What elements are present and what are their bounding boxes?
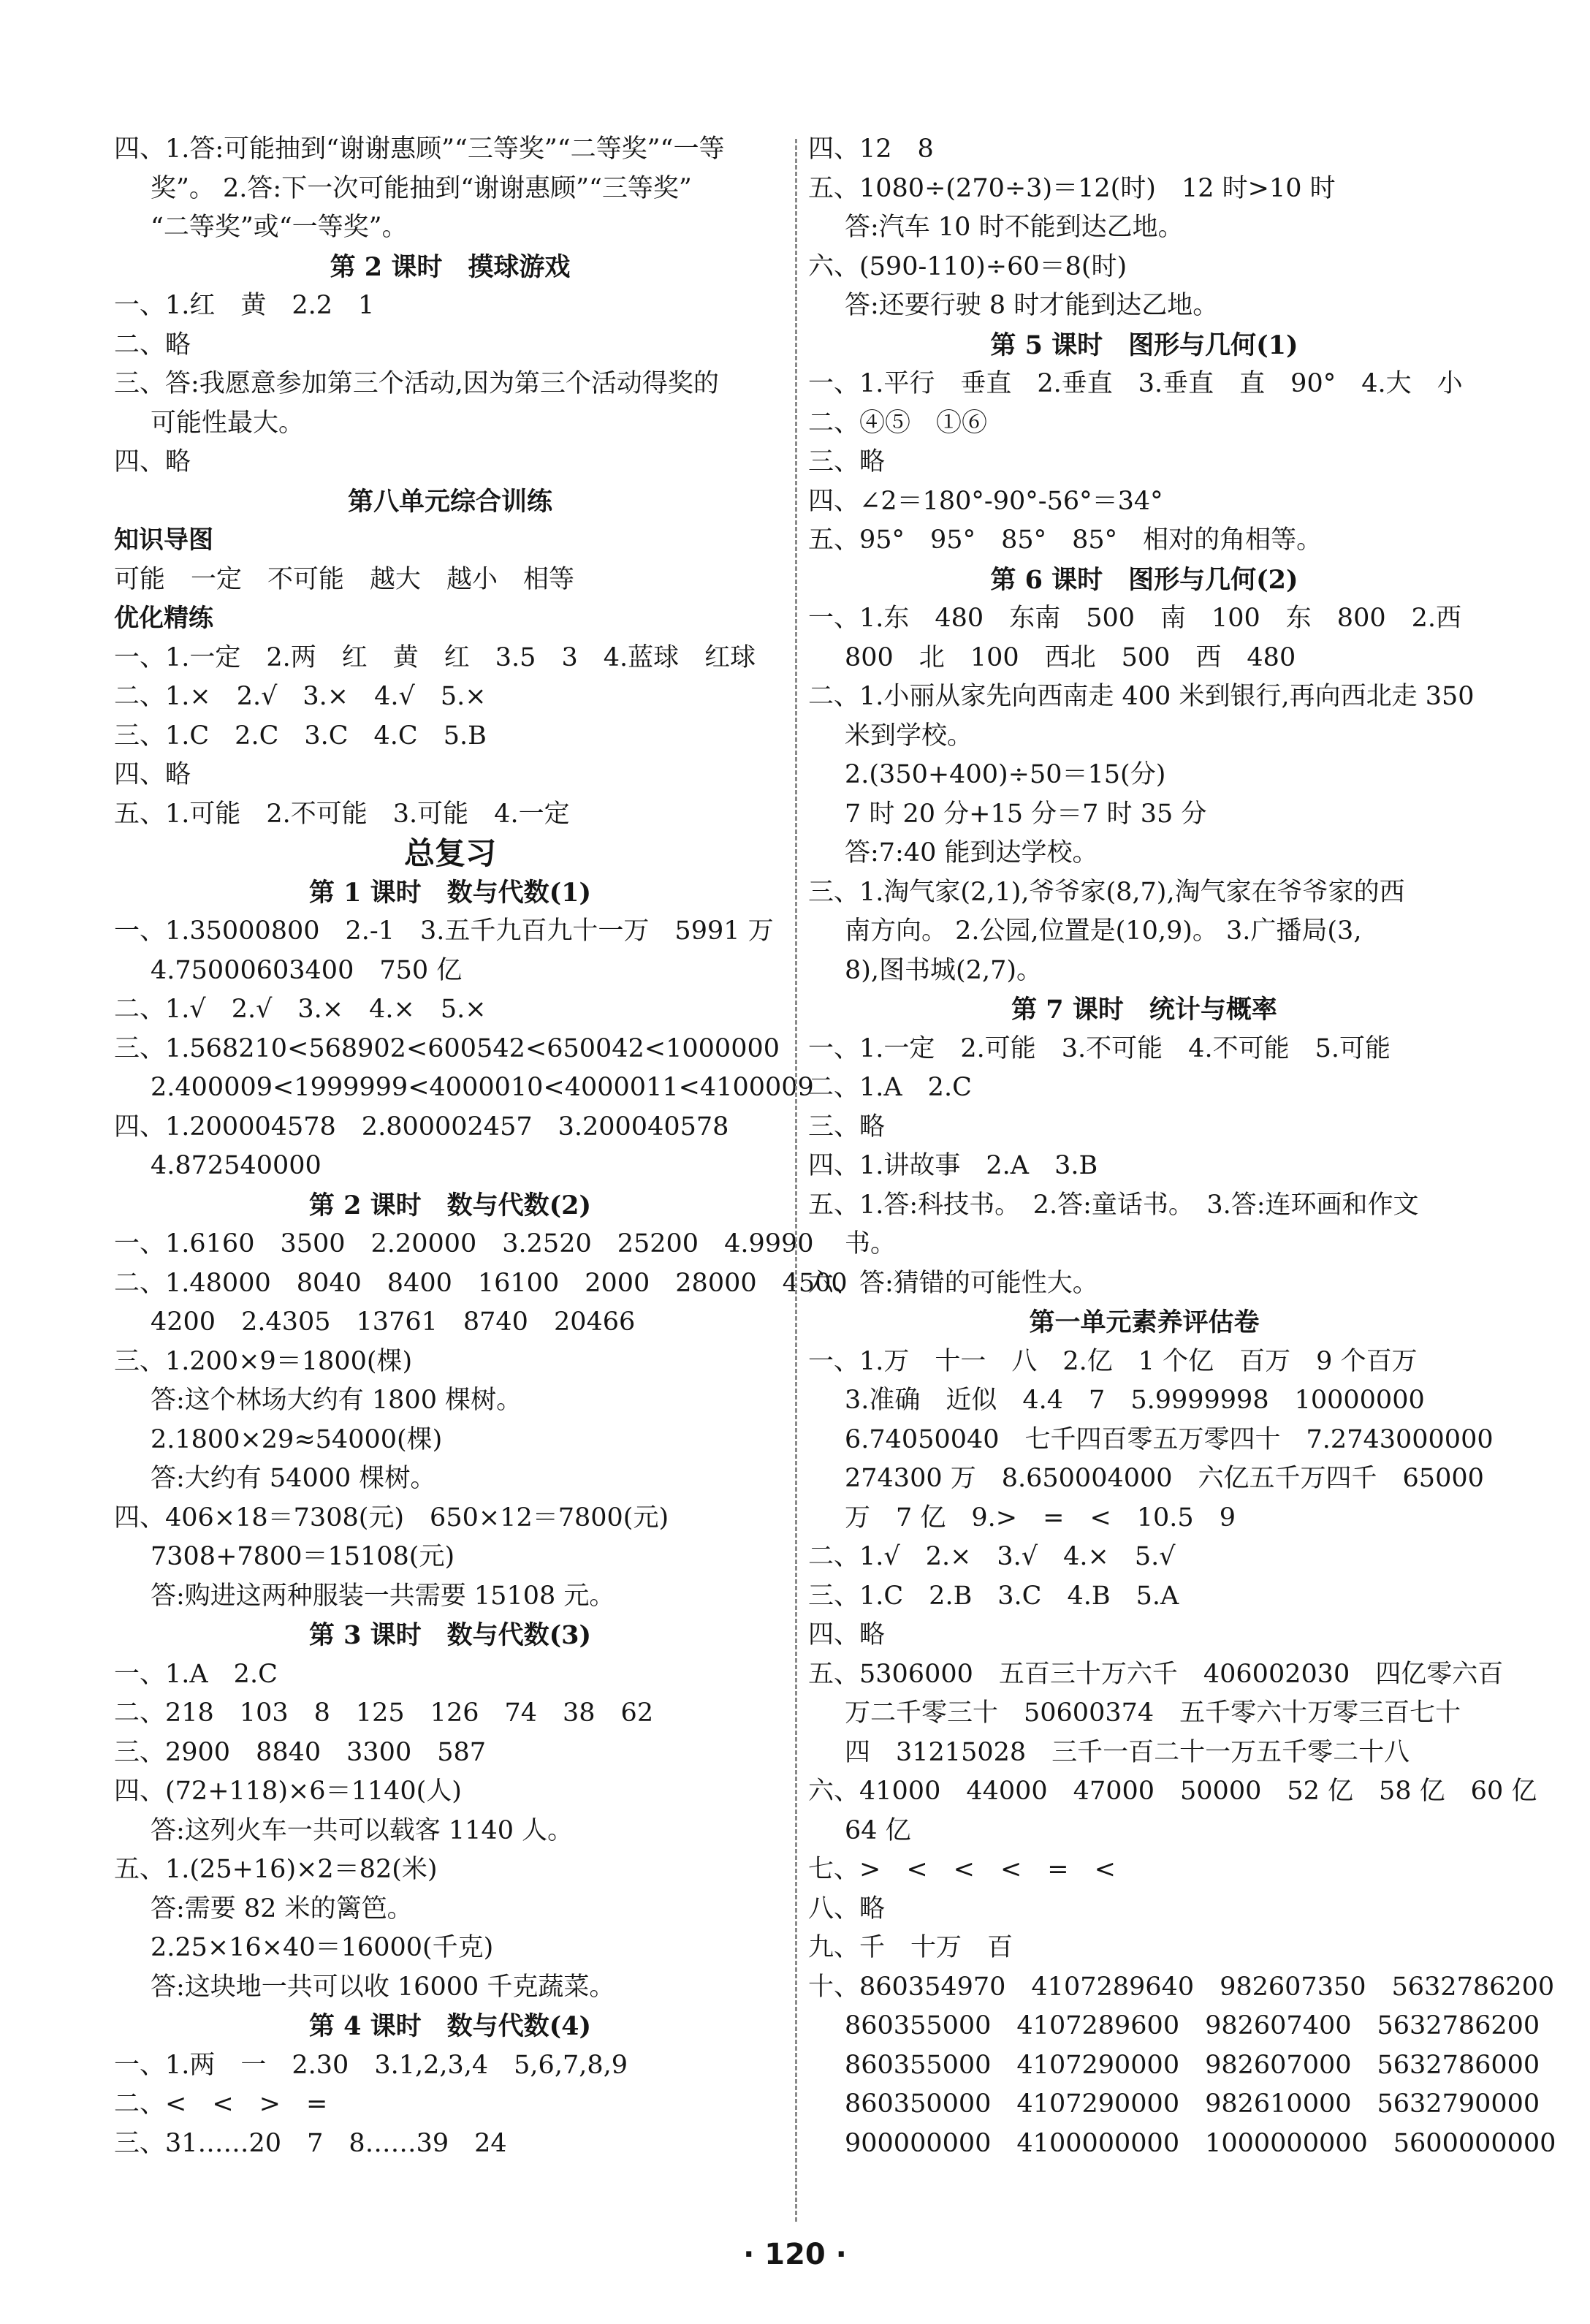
answer-line: 四、12 8: [808, 134, 934, 164]
section-heading: 第一单元素养评估卷: [1029, 1307, 1260, 1337]
answer-line: 五、5306000 五百三十万六千 406002030 四亿零六百: [808, 1659, 1504, 1689]
column-divider: [795, 139, 797, 2222]
answer-line: 800 北 100 西北 500 西 480: [845, 642, 1296, 672]
answer-line: 答:这个林场大约有 1800 棵树。: [151, 1386, 522, 1415]
answer-line: 三、1.200×9＝1800(棵): [114, 1346, 413, 1376]
answer-line: 五、95° 95° 85° 85° 相对的角相等。: [808, 525, 1323, 555]
answer-line: 答:购进这两种服装一共需要 15108 元。: [151, 1581, 615, 1611]
section-label: 知识导图: [114, 525, 213, 555]
answer-line: 一、1.A 2.C: [114, 1659, 278, 1689]
answer-line: 一、1.6160 3500 2.20000 3.2520 25200 4.9990: [114, 1229, 814, 1258]
answer-line: 四、略: [114, 447, 191, 476]
answer-line: 答:需要 82 米的篱笆。: [151, 1894, 413, 1924]
answer-line: 可能 一定 不可能 越大 越小 相等: [114, 564, 575, 594]
answer-line: 二、1.A 2.C: [808, 1073, 972, 1102]
answer-line: 一、1.一定 2.可能 3.不可能 4.不可能 5.可能: [808, 1033, 1391, 1063]
section-heading: 第 2 课时 数与代数(2): [308, 1190, 592, 1220]
answer-line: 一、1.两 一 2.30 3.1,2,3,4 5,6,7,8,9: [114, 2050, 628, 2080]
answer-line: 二、1.小丽从家先向西南走 400 米到银行,再向西北走 350: [808, 682, 1475, 711]
answer-line: 六、41000 44000 47000 50000 52 亿 58 亿 60 亿: [808, 1777, 1537, 1806]
answer-line: 三、略: [808, 1112, 886, 1142]
answer-line: 四、1.讲故事 2.A 3.B: [808, 1151, 1098, 1180]
answer-line: 二、略: [114, 330, 191, 360]
answer-line: 274300 万 8.650004000 六亿五千万四千 65000: [845, 1464, 1484, 1493]
answer-line: 七、> < < < = <: [808, 1855, 1116, 1884]
answer-line: 三、1.C 2.C 3.C 4.C 5.B: [114, 721, 487, 751]
answer-line: 860355000 4107289600 982607400 5632786200: [845, 2011, 1540, 2040]
answer-line: 答:7:40 能到达学校。: [845, 838, 1098, 867]
answer-line: 三、1.C 2.B 3.C 4.B 5.A: [808, 1581, 1179, 1611]
answer-line: 八、略: [808, 1894, 886, 1924]
answer-line: 三、31……20 7 8……39 24: [114, 2128, 507, 2158]
section-label: 优化精练: [114, 604, 213, 633]
answer-line: 4.75000603400 750 亿: [151, 955, 463, 985]
answer-line: 二、1.48000 8040 8400 16100 2000 28000 4500: [114, 1268, 848, 1298]
section-heading: 第 7 课时 统计与概率: [1011, 995, 1277, 1025]
answer-line: 六、(590-110)÷60＝8(时): [808, 251, 1127, 281]
answer-line: 二、1.√ 2.√ 3.× 4.× 5.×: [114, 995, 487, 1024]
answer-line: 二、1.× 2.√ 3.× 4.√ 5.×: [114, 682, 487, 711]
answer-line: 4.872540000: [151, 1151, 322, 1180]
answer-line: 一、1.东 480 东南 500 南 100 东 800 2.西: [808, 604, 1462, 633]
answer-line: 6.74050040 七千四百零五万零四十 7.2743000000: [845, 1424, 1494, 1454]
answer-line: 四、略: [808, 1620, 886, 1649]
answer-line: 五、1.可能 2.不可能 3.可能 4.一定: [114, 799, 570, 829]
answer-line: 3.准确 近似 4.4 7 5.9999998 10000000: [845, 1386, 1425, 1415]
page-number: · 120 ·: [743, 2238, 847, 2271]
answer-line: 答:这列火车一共可以载客 1140 人。: [151, 1815, 574, 1845]
section-heading: 第 5 课时 图形与几何(1): [990, 330, 1298, 360]
answer-line: 四、(72+118)×6＝1140(人): [114, 1777, 462, 1806]
answer-line: 一、1.万 十一 八 2.亿 1 个亿 百万 9 个百万: [808, 1346, 1418, 1376]
answer-line: 四、406×18＝7308(元) 650×12＝7800(元): [114, 1503, 669, 1533]
answer-line: 答:汽车 10 时不能到达乙地。: [845, 213, 1184, 242]
section-heading: 第 2 课时 摸球游戏: [330, 251, 571, 282]
answer-line: 860355000 4107290000 982607000 5632786000: [845, 2050, 1540, 2080]
answer-line: 四、1.答:可能抽到“谢谢惠顾”“三等奖”“二等奖”“一等: [114, 134, 725, 164]
answer-line: 答:大约有 54000 棵树。: [151, 1464, 436, 1493]
answer-line: 南方向。 2.公园,位置是(10,9)。 3.广播局(3,: [845, 916, 1362, 946]
answer-line: 一、1.一定 2.两 红 黄 红 3.5 3 4.蓝球 红球: [114, 642, 756, 672]
answer-column-right: [808, 130, 1556, 2163]
answer-line: 二、218 103 8 125 126 74 38 62: [114, 1698, 654, 1728]
answer-line: 二、④⑤ ①⑥: [808, 408, 988, 438]
answer-line: 九、千 十万 百: [808, 1933, 1013, 1962]
answer-line: 7 时 20 分+15 分＝7 时 35 分: [845, 799, 1207, 829]
answer-line: 4200 2.4305 13761 8740 20466: [151, 1307, 636, 1337]
answer-line: 答:这块地一共可以收 16000 千克蔬菜。: [151, 1972, 615, 2002]
answer-line: 三、1.淘气家(2,1),爷爷家(8,7),淘气家在爷爷家的西: [808, 877, 1405, 907]
section-heading: 总复习: [403, 835, 496, 871]
answer-line: 四、∠2＝180°-90°-56°＝34°: [808, 486, 1163, 516]
answer-line: 二、< < > =: [114, 2089, 328, 2119]
answer-line: 三、答:我愿意参加第三个活动,因为第三个活动得奖的: [114, 369, 719, 398]
answer-line: 五、1.(25+16)×2＝82(米): [114, 1855, 438, 1884]
section-heading: 第八单元综合训练: [347, 486, 552, 517]
answer-line: 书。: [845, 1229, 897, 1258]
answer-line: 2.1800×29≈54000(棵): [151, 1424, 443, 1454]
answer-line: 2.400009<1999999<4000010<4000011<4100009: [151, 1073, 814, 1102]
answer-line: 2.25×16×40＝16000(千克): [151, 1933, 494, 1962]
answer-line: 四、略: [114, 760, 191, 789]
answer-line: 8),图书城(2,7)。: [845, 955, 1043, 985]
answer-line: “二等奖”或“一等奖”。: [151, 213, 408, 242]
answer-line: 奖”。 2.答:下一次可能抽到“谢谢惠顾”“三等奖”: [151, 173, 692, 203]
answer-line: 2.(350+400)÷50＝15(分): [845, 760, 1166, 789]
answer-line: 7308+7800＝15108(元): [151, 1542, 455, 1571]
answer-line: 四 31215028 三千一百二十一万五千零二十八: [845, 1737, 1410, 1767]
answer-line: 860350000 4107290000 982610000 5632790000: [845, 2089, 1540, 2119]
answer-line: 四、1.200004578 2.800002457 3.200040578: [114, 1112, 729, 1142]
answer-line: 米到学校。: [845, 721, 973, 751]
section-heading: 第 1 课时 数与代数(1): [308, 877, 592, 908]
answer-line: 万 7 亿 9.> = < 10.5 9: [845, 1503, 1236, 1533]
answer-line: 可能性最大。: [151, 408, 305, 438]
answer-line: 万二千零三十 50600374 五千零六十万零三百七十: [845, 1698, 1461, 1728]
answer-line: 一、1.红 黄 2.2 1: [114, 291, 375, 320]
answer-line: 十、860354970 4107289640 982607350 5632786200: [808, 1972, 1555, 2002]
answer-line: 一、1.35000800 2.-1 3.五千九百九十一万 5991 万: [114, 916, 774, 946]
section-heading: 第 4 课时 数与代数(4): [308, 2011, 592, 2041]
answer-line: 答:还要行驶 8 时才能到达乙地。: [845, 291, 1219, 320]
answer-line: 三、略: [808, 447, 886, 476]
section-heading: 第 3 课时 数与代数(3): [308, 1620, 592, 1650]
answer-line: 二、1.√ 2.× 3.√ 4.× 5.√: [808, 1542, 1176, 1571]
answer-line: 一、1.平行 垂直 2.垂直 3.垂直 直 90° 4.大 小: [808, 369, 1463, 398]
answer-line: 三、2900 8840 3300 587: [114, 1737, 487, 1767]
answer-line: 三、1.568210<568902<600542<650042<1000000: [114, 1033, 780, 1063]
answer-line: 64 亿: [845, 1815, 911, 1845]
answer-line: 900000000 4100000000 1000000000 5600000000: [845, 2128, 1556, 2158]
section-heading: 第 6 课时 图形与几何(2): [990, 564, 1298, 595]
answer-line: 五、1080÷(270÷3)＝12(时) 12 时>10 时: [808, 173, 1336, 203]
answer-line: 五、1.答:科技书。 2.答:童话书。 3.答:连环画和作文: [808, 1190, 1419, 1220]
answer-line: 六、答:猜错的可能性大。: [808, 1268, 1098, 1298]
